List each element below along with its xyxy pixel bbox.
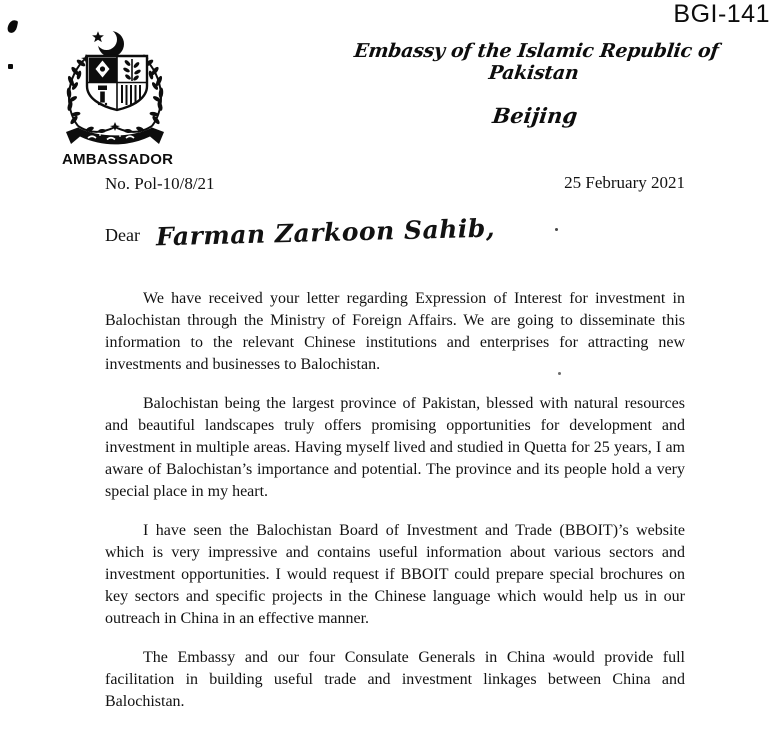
classification-code: BGI-141	[673, 0, 770, 28]
letterhead-city: Beijing	[491, 103, 579, 128]
pakistan-emblem-icon	[62, 28, 168, 148]
letter-date: 25 February 2021	[564, 173, 685, 192]
ink-speck	[7, 19, 19, 34]
ink-speck	[8, 64, 13, 69]
recipient-name-handwritten: Farman Zarkoon Sahib,	[155, 213, 496, 252]
body-paragraph: We have received your letter regarding Expression of Interest for investment in Balochistan through the Ministry of Foreign Affairs. We are going to disseminate this information to the relevant Chinese institutions and enterprises for attracting new investments and businesses to Balochistan.	[105, 290, 685, 373]
reference-number: No. Pol-10/8/21	[105, 174, 215, 193]
salutation	[105, 213, 496, 252]
body-paragraph: Balochistan being the largest province of Pakistan, blessed with natural resources and beautiful landscapes truly offers promising opportunities for development and investment in multiple areas. Having myself lived and studied in Quetta for 25 years, I am aware of Balochistan’s importance and potential. The province and its people hold a very special place in my heart.	[105, 395, 685, 500]
letter-body	[105, 288, 685, 730]
letterhead	[320, 40, 750, 128]
salutation-prefix: Dear	[105, 225, 140, 245]
ink-speck	[555, 228, 558, 231]
body-paragraph: The Embassy and our four Consulate Generals in China would provide full facilitation in building useful trade and investment linkages between China and Balochistan.	[105, 649, 685, 710]
body-paragraph: I have seen the Balochistan Board of Investment and Trade (BBOIT)’s website which is very impressive and contains useful information about various sectors and investment opportunities. I would request if BBOIT could prepare special brochures on key sectors and specific projects in the Chinese language which would help us in our outreach in China in an effective manner.	[105, 522, 685, 627]
letterhead-emblem-block	[62, 28, 174, 168]
sender-title: AMBASSADOR	[62, 151, 174, 168]
letterhead-organization: Embassy of the Islamic Republic of Pakistan	[352, 40, 720, 84]
